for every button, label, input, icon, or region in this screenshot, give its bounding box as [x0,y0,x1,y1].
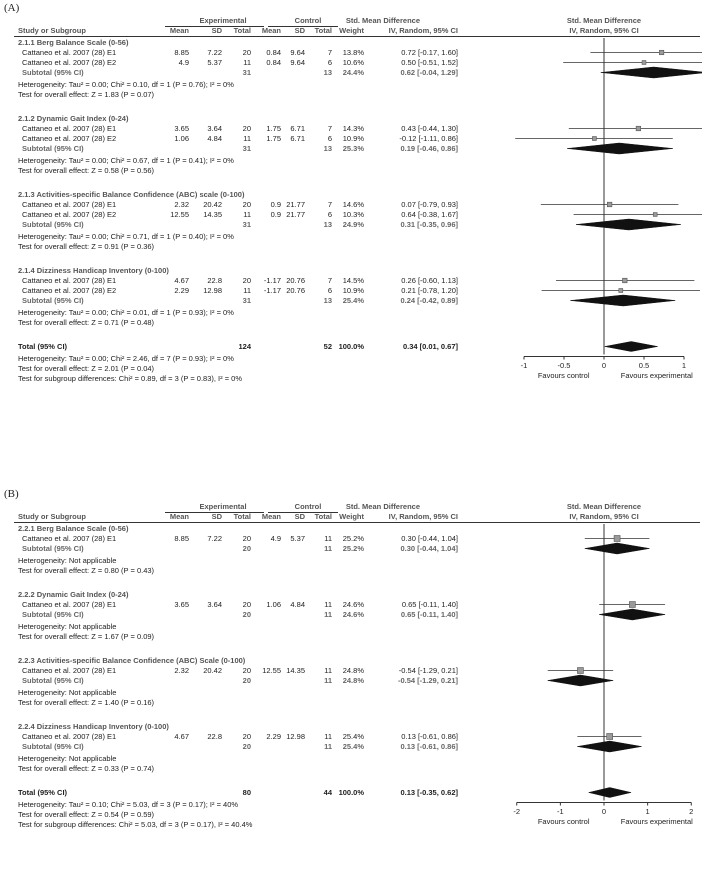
total-overall-effect-text: Test for overall effect: Z = 2.01 (P = 0.04) [18,364,155,373]
subtotal-ctrl-total: 11 [324,544,332,553]
exp-mean: 12.55 [170,210,189,219]
subtotal-diamond [601,67,702,78]
exp-sd: 3.64 [207,600,222,609]
exp-sd: 7.22 [207,48,222,57]
ctrl-total: 6 [327,210,332,219]
subtotal-weight: 25.3% [342,144,364,153]
exp-mean: 2.32 [174,666,189,675]
exp-total: 11 [243,286,251,295]
study-estimate-square [642,61,646,65]
ctrl-total: 11 [324,600,332,609]
subtotal-weight: 24.9% [342,220,364,229]
subtotal-exp-total: 20 [242,742,251,751]
ctrl-total: 6 [327,286,332,295]
exp-total: 20 [242,666,251,675]
ctrl-sd: 21.77 [286,210,305,219]
study-name: Cattaneo et al. 2007 (28) E1 [22,732,117,741]
study-name: Cattaneo et al. 2007 (28) E1 [22,124,117,133]
weight-header: Weight [339,26,364,35]
ctrl-sd: 20.76 [286,276,305,285]
subtotal-weight: 24.4% [342,68,364,77]
exp-mean: 4.67 [174,276,189,285]
ctrl-sd: 20.76 [286,286,305,295]
exp-total: 20 [242,48,251,57]
smd-plot-header: Std. Mean Difference [566,502,642,511]
total-ctrl-total: 52 [323,342,332,351]
overall-effect-text: Test for overall effect: Z = 0.58 (P = 0.56) [18,166,155,175]
ctrl-mean: 1.06 [266,600,281,609]
subgroup-title: 2.2.3 Activities-specific Balance Confidence (ABC) Scale (0-100) [18,656,246,665]
ctrl-sd: 4.84 [290,600,305,609]
panel-label: (A) [4,2,20,14]
ctrl-total: 7 [327,200,332,209]
subtotal-ctrl-total: 11 [324,742,332,751]
study-name: Cattaneo et al. 2007 (28) E2 [22,58,117,67]
total-ctrl-total: 44 [323,788,332,797]
smd-plot-header: Std. Mean Difference [566,16,642,25]
exp-sd: 22.8 [207,732,222,741]
ctrl-total: 6 [327,58,332,67]
study-ci: 0.21 [-0.78, 1.20] [401,286,458,295]
ctrl-sd: 6.71 [290,134,305,143]
col-header-cMean: Mean [261,512,281,521]
ctrl-mean: 1.75 [266,124,281,133]
ctrl-total: 7 [327,48,332,57]
favours-experimental-label: Favours experimental [620,370,693,380]
study-ci: 0.26 [-0.60, 1.13] [401,276,458,285]
subgroup-title: 2.2.2 Dynamic Gait Index (0-24) [18,590,129,599]
study-ci: 0.65 [-0.11, 1.40] [401,600,458,609]
subtotal-diamond [576,219,681,230]
method-header: IV, Random, 95% CI [388,26,458,35]
study-estimate-square [577,668,583,674]
heterogeneity-text: Heterogeneity: Tau² = 0.00; Chi² = 0.10, df = 1 (P = 0.76); I² = 0% [18,80,234,89]
study-ci: -0.54 [-1.29, 0.21] [398,666,458,675]
col-header-eMean: Mean [169,512,189,521]
study-ci: 0.07 [-0.79, 0.93] [401,200,458,209]
subtotal-ctrl-total: 13 [323,220,332,229]
study-estimate-square [629,602,635,608]
subtotal-ctrl-total: 13 [323,296,332,305]
ctrl-mean: -1.17 [263,286,281,295]
ctrl-mean: 2.29 [266,732,281,741]
overall-effect-text: Test for overall effect: Z = 1.67 (P = 0.09) [18,632,155,641]
forest-plot-b [0,0,300,150]
total-heterogeneity-text: Heterogeneity: Tau² = 0.10; Chi² = 5.03, df = 3 (P = 0.17); I² = 40% [18,800,239,809]
study-name: Cattaneo et al. 2007 (28) E1 [22,666,117,675]
study-weight: 10.6% [342,58,364,67]
subtotal-ctrl-total: 11 [324,676,332,685]
subtotal-weight: 25.4% [342,296,364,305]
exp-sd: 20.42 [203,666,222,675]
ctrl-sd: 9.64 [290,48,305,57]
exp-total: 11 [243,134,251,143]
subtotal-label: Subtotal (95% CI) [22,544,84,553]
study-ci: 0.13 [-0.61, 0.86] [401,732,458,741]
ctrl-mean: 0.84 [266,58,281,67]
study-weight: 10.3% [342,210,364,219]
smd-header: Std. Mean Difference [345,16,420,25]
study-name: Cattaneo et al. 2007 (28) E1 [22,200,117,209]
exp-total: 20 [242,200,251,209]
subtotal-ci: 0.31 [-0.35, 0.96] [400,220,458,229]
study-ci: 0.64 [-0.38, 1.67] [401,210,458,219]
exp-total: 20 [242,534,251,543]
study-header: Study or Subgroup [18,512,86,521]
exp-mean: 2.29 [174,286,189,295]
method-header: IV, Random, 95% CI [388,512,458,521]
study-ci: 0.30 [-0.44, 1.04] [401,534,458,543]
subtotal-label: Subtotal (95% CI) [22,610,84,619]
heterogeneity-text: Heterogeneity: Not applicable [18,688,117,697]
col-header-eMean: Mean [169,26,189,35]
subtotal-label: Subtotal (95% CI) [22,68,84,77]
study-estimate-square [619,289,623,293]
subtotal-ctrl-total: 11 [324,610,332,619]
exp-total: 20 [242,600,251,609]
favours-experimental-label: Favours experimental [620,816,693,826]
overall-effect-text: Test for overall effect: Z = 1.83 (P = 0.07) [18,90,155,99]
subgroup-title: 2.1.2 Dynamic Gait Index (0-24) [18,114,129,123]
ctrl-sd: 21.77 [286,200,305,209]
exp-mean: 3.65 [174,124,189,133]
favours-control-label: Favours control [537,816,590,826]
study-weight: 10.9% [342,134,364,143]
subtotal-label: Subtotal (95% CI) [22,742,84,751]
exp-mean: 8.85 [174,48,189,57]
subtotal-exp-total: 31 [242,220,251,229]
total-label: Total (95% CI) [18,788,68,797]
subtotal-exp-total: 31 [242,144,251,153]
x-axis-tick-label: -1 [557,806,564,816]
exp-mean: 3.65 [174,600,189,609]
study-weight: 13.8% [342,48,364,57]
ctrl-total: 11 [324,534,332,543]
subtotal-ci: 0.62 [-0.04, 1.29] [400,68,458,77]
col-header-cSd: SD [294,26,305,35]
study-weight: 14.5% [342,276,364,285]
x-axis-tick-label: 0 [601,360,607,370]
header-rule [14,522,700,523]
study-ci: -0.12 [-1.11, 0.86] [399,134,458,143]
exp-sd: 14.35 [203,210,222,219]
col-header-cMean: Mean [261,26,281,35]
subtotal-label: Subtotal (95% CI) [22,220,84,229]
heterogeneity-text: Heterogeneity: Not applicable [18,622,117,631]
total-ci: 0.13 [-0.35, 0.62] [400,788,458,797]
total-label: Total (95% CI) [18,342,68,351]
study-ci: 0.43 [-0.44, 1.30] [401,124,458,133]
overall-effect-text: Test for overall effect: Z = 0.71 (P = 0.48) [18,318,155,327]
subgroup-differences-text: Test for subgroup differences: Chi² = 0.89, df = 3 (P = 0.83), I² = 0% [18,374,243,383]
study-weight: 10.9% [342,286,364,295]
study-weight: 14.6% [342,200,364,209]
study-estimate-square [607,733,613,739]
ctrl-total: 6 [327,134,332,143]
total-diamond [589,788,631,798]
exp-sd: 12.98 [203,286,222,295]
subgroup-title: 2.1.1 Berg Balance Scale (0-56) [18,38,129,47]
total-heterogeneity-text: Heterogeneity: Tau² = 0.00; Chi² = 2.46, df = 7 (P = 0.93); I² = 0% [18,354,234,363]
col-header-eSd: SD [211,512,222,521]
subtotal-exp-total: 20 [242,610,251,619]
study-name: Cattaneo et al. 2007 (28) E2 [22,134,117,143]
panel-label: (B) [4,488,19,500]
col-header-cTot: Total [314,512,332,521]
subtotal-label: Subtotal (95% CI) [22,144,84,153]
study-name: Cattaneo et al. 2007 (28) E1 [22,534,117,543]
col-header-eTot: Total [233,512,251,521]
ctrl-mean: 1.75 [266,134,281,143]
subtotal-exp-total: 31 [242,296,251,305]
overall-effect-text: Test for overall effect: Z = 0.33 (P = 0.74) [18,764,155,773]
x-axis-tick-label: 1 [681,360,687,370]
exp-mean: 4.67 [174,732,189,741]
ctrl-sd: 9.64 [290,58,305,67]
exp-total: 20 [242,732,251,741]
exp-sd: 5.37 [207,58,222,67]
subtotal-ctrl-total: 13 [323,68,332,77]
ctrl-mean: 4.9 [270,534,281,543]
subtotal-exp-total: 20 [242,544,251,553]
exp-total: 11 [243,210,251,219]
subtotal-label: Subtotal (95% CI) [22,676,84,685]
heterogeneity-text: Heterogeneity: Tau² = 0.00; Chi² = 0.01, df = 1 (P = 0.93); I² = 0% [18,308,234,317]
subtotal-ci: 0.65 [-0.11, 1.40] [400,610,458,619]
exp-mean: 8.85 [174,534,189,543]
control-header: Control [294,502,322,511]
weight-header: Weight [339,512,364,521]
study-header: Study or Subgroup [18,26,86,35]
subtotal-exp-total: 31 [242,68,251,77]
exp-sd: 20.42 [203,200,222,209]
study-estimate-square [659,50,663,54]
study-estimate-square [614,535,620,541]
study-ci: 0.50 [-0.51, 1.52] [401,58,458,67]
ctrl-mean: 12.55 [262,666,281,675]
study-estimate-square [607,202,612,207]
total-weight: 100.0% [338,788,364,797]
study-name: Cattaneo et al. 2007 (28) E2 [22,210,117,219]
experimental-header: Experimental [199,16,247,25]
exp-sd: 3.64 [207,124,222,133]
ctrl-total: 7 [327,276,332,285]
x-axis-tick-label: 0.5 [638,360,650,370]
exp-mean: 1.06 [174,134,189,143]
x-axis-tick-label: 0 [601,806,607,816]
exp-sd: 4.84 [207,134,222,143]
overall-effect-text: Test for overall effect: Z = 0.80 (P = 0.43) [18,566,155,575]
subtotal-ctrl-total: 13 [323,144,332,153]
total-ci: 0.34 [0.01, 0.67] [402,342,458,351]
exp-mean: 4.9 [178,58,189,67]
x-axis-tick-label: -0.5 [557,360,571,370]
ctrl-total: 7 [327,124,332,133]
study-ci: 0.72 [-0.17, 1.60] [401,48,458,57]
total-weight: 100.0% [338,342,364,351]
x-axis-tick-label: -1 [520,360,528,370]
col-header-eSd: SD [211,26,222,35]
subtotal-ci: -0.54 [-1.29, 0.21] [397,676,458,685]
exp-total: 20 [242,124,251,133]
ctrl-sd: 5.37 [290,534,305,543]
ctrl-sd: 12.98 [286,732,305,741]
study-estimate-square [592,137,596,141]
exp-total: 20 [242,276,251,285]
col-header-cSd: SD [294,512,305,521]
subtotal-weight: 24.6% [342,610,364,619]
experimental-header: Experimental [199,502,247,511]
ctrl-mean: 0.9 [270,200,281,209]
study-weight: 24.8% [342,666,364,675]
study-name: Cattaneo et al. 2007 (28) E1 [22,600,117,609]
ctrl-mean: 0.9 [270,210,281,219]
subgroup-title: 2.1.3 Activities-specific Balance Confidence (ABC) scale (0-100) [18,190,245,199]
subtotal-diamond [577,741,641,752]
subgroup-title: 2.2.1 Berg Balance Scale (0-56) [18,524,129,533]
method-plot-header: IV, Random, 95% CI [569,512,639,521]
subtotal-exp-total: 20 [242,676,251,685]
total-exp-total: 124 [238,342,251,351]
total-exp-total: 80 [242,788,251,797]
study-weight: 25.2% [342,534,364,543]
subgroup-differences-text: Test for subgroup differences: Chi² = 5.03, df = 3 (P = 0.17), I² = 40.4% [18,820,253,829]
subtotal-ci: 0.19 [-0.46, 0.86] [400,144,458,153]
x-axis-tick-label: 2 [689,806,694,816]
method-plot-header: IV, Random, 95% CI [569,26,639,35]
study-estimate-square [636,126,641,131]
study-name: Cattaneo et al. 2007 (28) E1 [22,48,117,57]
study-weight: 25.4% [342,732,364,741]
subtotal-diamond [567,143,673,154]
heterogeneity-text: Heterogeneity: Tau² = 0.00; Chi² = 0.67, df = 1 (P = 0.41); I² = 0% [18,156,234,165]
subgroup-title: 2.2.4 Dizziness Handicap Inventory (0-100) [18,722,169,731]
subtotal-weight: 25.4% [342,742,364,751]
control-header: Control [294,16,322,25]
subtotal-weight: 24.8% [342,676,364,685]
ctrl-sd: 14.35 [286,666,305,675]
ctrl-sd: 6.71 [290,124,305,133]
subtotal-diamond [599,609,665,620]
exp-sd: 22.8 [207,276,222,285]
study-estimate-square [653,213,657,217]
study-estimate-square [623,278,628,283]
overall-effect-text: Test for overall effect: Z = 0.91 (P = 0.36) [18,242,155,251]
total-overall-effect-text: Test for overall effect: Z = 0.54 (P = 0.59) [18,810,155,819]
subgroup-title: 2.1.4 Dizziness Handicap Inventory (0-100) [18,266,169,275]
heterogeneity-text: Heterogeneity: Not applicable [18,754,117,763]
study-weight: 14.3% [342,124,364,133]
smd-header: Std. Mean Difference [345,502,420,511]
ctrl-mean: 0.84 [266,48,281,57]
total-diamond [605,342,658,352]
col-header-cTot: Total [314,26,332,35]
exp-total: 11 [243,58,251,67]
exp-sd: 7.22 [207,534,222,543]
subtotal-ci: 0.30 [-0.44, 1.04] [400,544,458,553]
subtotal-diamond [585,543,650,554]
ctrl-mean: -1.17 [263,276,281,285]
study-name: Cattaneo et al. 2007 (28) E2 [22,286,117,295]
favours-control-label: Favours control [537,370,590,380]
subtotal-diamond [548,675,613,686]
subtotal-ci: 0.24 [-0.42, 0.89] [400,296,458,305]
x-axis-tick-label: 1 [645,806,650,816]
col-header-eTot: Total [233,26,251,35]
overall-effect-text: Test for overall effect: Z = 1.40 (P = 0.16) [18,698,155,707]
study-name: Cattaneo et al. 2007 (28) E1 [22,276,117,285]
study-weight: 24.6% [342,600,364,609]
heterogeneity-text: Heterogeneity: Not applicable [18,556,117,565]
subtotal-diamond [570,295,675,306]
subtotal-weight: 25.2% [342,544,364,553]
exp-mean: 2.32 [174,200,189,209]
heterogeneity-text: Heterogeneity: Tau² = 0.00; Chi² = 0.71, df = 1 (P = 0.40); I² = 0% [18,232,234,241]
ctrl-total: 11 [324,666,332,675]
x-axis-tick-label: -2 [513,806,521,816]
subtotal-label: Subtotal (95% CI) [22,296,84,305]
subtotal-ci: 0.13 [-0.61, 0.86] [400,742,458,751]
ctrl-total: 11 [324,732,332,741]
